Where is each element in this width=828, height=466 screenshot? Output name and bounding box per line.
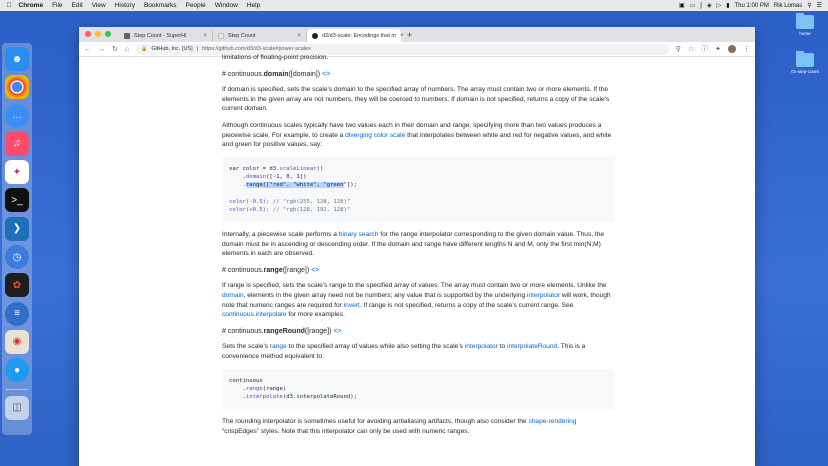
heading-method: domain (263, 70, 289, 78)
code-comment: // "rgb(128, 192, 128)" (269, 206, 351, 213)
code-text: "]); (343, 182, 357, 189)
extension-2-icon[interactable]: ✦ (715, 46, 721, 53)
menu-app-name[interactable]: Chrome (18, 2, 44, 9)
github-icon (312, 33, 318, 39)
url-text: https://github.com/d3/d3-scale#power-scales (202, 46, 311, 52)
diverging-color-scale-link[interactable]: diverging color scale (345, 131, 406, 139)
heading-prefix: # continuous. (222, 327, 264, 335)
zoom-window-button[interactable] (105, 31, 111, 37)
code-selection: range(["red", "white", "green (245, 182, 344, 189)
home-icon[interactable]: ⌂ (124, 45, 130, 53)
page-viewport (79, 54, 755, 466)
folder-icon (796, 15, 814, 29)
menu-kebab-icon[interactable]: ⋮ (743, 46, 750, 53)
menu-bookmarks[interactable]: Bookmarks (143, 2, 177, 9)
code-fn: color(-0.5); (229, 198, 270, 205)
close-tab-icon[interactable]: × (203, 32, 207, 39)
close-tab-icon[interactable]: × (297, 32, 301, 39)
menu-edit[interactable]: Edit (71, 2, 83, 9)
browser-window (79, 27, 755, 466)
window-controls (85, 31, 111, 37)
text: . If range is not specified, returns a copy of the scale’s current range. See (359, 301, 574, 309)
extension-icon[interactable]: ⓘ (701, 46, 709, 53)
menu-window[interactable]: Window (214, 2, 238, 9)
favicon-icon (218, 33, 224, 39)
invert-link[interactable]: invert (343, 301, 360, 309)
code-text: . (229, 173, 246, 180)
heading-method: range (263, 266, 283, 274)
text: The rounding interpolator is sometimes useful for avoiding antialiasing artifacts, though also consider the (222, 418, 527, 426)
code-text: () (316, 165, 324, 172)
menu-extras (679, 2, 822, 9)
menu-help[interactable]: Help (246, 2, 261, 9)
tab-d3-scale[interactable] (307, 29, 404, 42)
bookmark-star-icon[interactable]: ☆ (687, 46, 695, 53)
text: If range is specified, sets the scale’s range to the specified array of values. The array must contain two or more elements. Unlike the (222, 282, 607, 290)
code-comment: // "rgb(255, 128, 128)" (269, 198, 351, 205)
heading-continuous-domain (222, 70, 615, 80)
piecewise-description (222, 121, 615, 150)
code-fn: domain (245, 173, 267, 180)
notification-center-icon[interactable]: ☰ (816, 3, 822, 9)
tweetbot-icon[interactable]: ● (5, 358, 29, 382)
tab-step-count-superhi[interactable] (119, 29, 213, 42)
menu-history[interactable]: History (114, 2, 135, 9)
code-block-piecewise[interactable] (222, 157, 615, 222)
internal-description (222, 230, 615, 259)
code-block-rangeround[interactable] (222, 369, 615, 410)
heading-args: ([range]) (304, 327, 332, 335)
rangeround-description (222, 342, 615, 361)
forward-icon[interactable]: → (98, 45, 105, 53)
toolbar-right (676, 44, 750, 54)
code-text: . (229, 385, 246, 392)
domain-description: If domain is specified, sets the scale’s domain to the specified array of numbers. The array must contain two or more elements. If the elements in the given array are not numbers, they will be coerced to numbers. If domain is not specified, returns a copy of the scale’s current domain. (222, 86, 610, 113)
music-icon[interactable]: ♫ (5, 132, 29, 156)
text: will work, though note that numeric ranges are required for (222, 291, 611, 309)
menu-people[interactable]: People (185, 2, 206, 9)
code-text: (d3.interpolateRound); (282, 393, 357, 400)
search-page-icon[interactable]: ⚲ (675, 46, 681, 53)
heading-args: ([domain]) (288, 70, 321, 78)
tab-title: Step Count (228, 32, 256, 39)
source-link[interactable]: <> (333, 327, 342, 335)
figma-icon[interactable]: ✿ (5, 273, 29, 297)
code-fn: color(+0.5); (229, 206, 270, 213)
top-line: limitations of floating-point precision. (222, 54, 329, 61)
text: for the range interpolator corresponding to the given domain value. Thus, the domain must be in ascending or descending order. If the domain and range have different lengths N and M, only the first min(N,M) elements in each are observed. (222, 230, 605, 258)
menu-clock[interactable]: Thu 1:00 PM (734, 2, 769, 9)
code-fn: interpolate (245, 393, 283, 400)
text: . This is a convenience method equivalent to: (222, 343, 586, 360)
tab-title: Step Count - SuperHi (134, 32, 187, 39)
tab-title: d3/d3-scale: Encodings that m (322, 32, 396, 39)
profile-avatar[interactable] (728, 45, 736, 53)
vscode-icon[interactable]: ❯ (5, 217, 29, 241)
code-fn: range (245, 385, 263, 392)
menu-file[interactable]: File (52, 2, 63, 9)
terminal-icon[interactable]: >_ (5, 188, 29, 212)
text: , elements in the given array need not be numbers; any value that is supported by the underlying (243, 291, 526, 299)
new-tab-button[interactable]: + (407, 30, 413, 40)
interpolator-link[interactable]: interpolator (527, 291, 560, 299)
source-link[interactable]: <> (311, 266, 320, 274)
search-icon[interactable]: ⚲ (807, 3, 812, 9)
desktop-folder-home[interactable] (785, 15, 825, 36)
paint-icon[interactable]: ◉ (5, 330, 29, 354)
airplay-icon[interactable]: ▭ (689, 3, 696, 9)
heading-continuous-range (222, 266, 615, 276)
wifi-icon[interactable]: ◈ (706, 3, 712, 9)
trash-icon[interactable]: ◫ (5, 396, 29, 420)
heading-method: rangeRound (263, 327, 305, 335)
range-link[interactable]: range (269, 343, 287, 351)
clock-app-icon[interactable]: ◷ (5, 245, 29, 269)
text: Internally, a piecewise scale performs a (222, 230, 337, 238)
interpolator-link[interactable]: interpolator (464, 343, 498, 351)
dock-separator (6, 389, 28, 390)
text: to (499, 343, 506, 351)
close-tab-icon[interactable]: × (400, 32, 404, 39)
shape-rendering-link[interactable]: shape-rendering (528, 418, 577, 426)
close-window-button[interactable] (85, 31, 91, 37)
interpolate-round-link[interactable]: interpolateRound (507, 343, 558, 351)
rounding-description (222, 417, 615, 436)
heading-prefix: # continuous. (222, 266, 264, 274)
minimize-window-button[interactable] (95, 31, 101, 37)
heading-args: ([range]) (282, 266, 310, 274)
site-identity: GitHub, Inc. [US] (151, 46, 193, 52)
code-text: (range) (262, 385, 287, 392)
apple-icon[interactable] (4, 2, 14, 9)
omnibox-divider: | (196, 46, 199, 52)
chrome-icon[interactable] (5, 75, 29, 99)
code-text: . (229, 182, 246, 189)
battery-icon[interactable]: ▮ (726, 3, 730, 9)
transmit-icon[interactable]: ≡ (5, 302, 29, 326)
desktop-folder-step-count[interactable] (785, 53, 825, 74)
back-icon[interactable]: ← (84, 45, 91, 53)
menu-user[interactable]: Rik Lomas (773, 2, 803, 9)
readme-content (222, 54, 615, 443)
code-text: . (229, 393, 246, 400)
dock (2, 43, 32, 435)
favicon-icon (124, 33, 130, 39)
screen-record-icon[interactable]: ▣ (678, 3, 685, 9)
text: Sets the scale’s (222, 343, 269, 351)
code-text: ([-1, 0, 1]) (266, 173, 307, 180)
code-text: var color = d3. (229, 165, 280, 172)
finder-icon[interactable]: ☻ (5, 47, 29, 71)
slack-icon[interactable]: ✦ (5, 160, 29, 184)
reload-icon[interactable]: ↻ (112, 46, 118, 53)
desktop-folder-label: home (799, 31, 811, 36)
range-description (222, 281, 615, 319)
domain-link[interactable]: domain (222, 291, 244, 299)
tab-strip (79, 27, 755, 42)
volume-icon[interactable]: ▷ (716, 3, 722, 9)
menu-bar (0, 0, 828, 11)
code-text: continuous (229, 377, 263, 384)
binary-search-link[interactable]: binary search (338, 230, 379, 238)
text: that interpolates between white and red for negative values, and white and green for positive values, say: (222, 131, 612, 149)
folder-icon (796, 53, 814, 67)
lock-icon: 🔒 (141, 46, 148, 52)
text: to the specified array of values while also setting the scale’s (288, 343, 463, 351)
heading-prefix: # continuous. (222, 70, 264, 78)
messages-icon[interactable]: … (5, 104, 29, 128)
tab-step-count[interactable] (213, 29, 307, 42)
source-link[interactable]: <> (322, 70, 331, 78)
heading-continuous-rangeround (222, 327, 615, 337)
continuous-interpolate-link[interactable]: continuous.interpolate (222, 311, 287, 319)
code-fn: scaleLinear (279, 165, 317, 172)
text: “crispEdges” styles. Note that this interpolator can only be used with numeric ranges. (222, 427, 470, 435)
text: for more examples. (288, 311, 345, 319)
text: Although continuous scales typically have two values each in their domain and range, specifying more than two values produces a piecewise scale. For example, to create a (222, 121, 602, 139)
bluetooth-icon[interactable]: ∫ (700, 2, 702, 9)
menu-view[interactable]: View (91, 2, 106, 9)
desktop-folder-label: 01-step-count (791, 69, 819, 74)
